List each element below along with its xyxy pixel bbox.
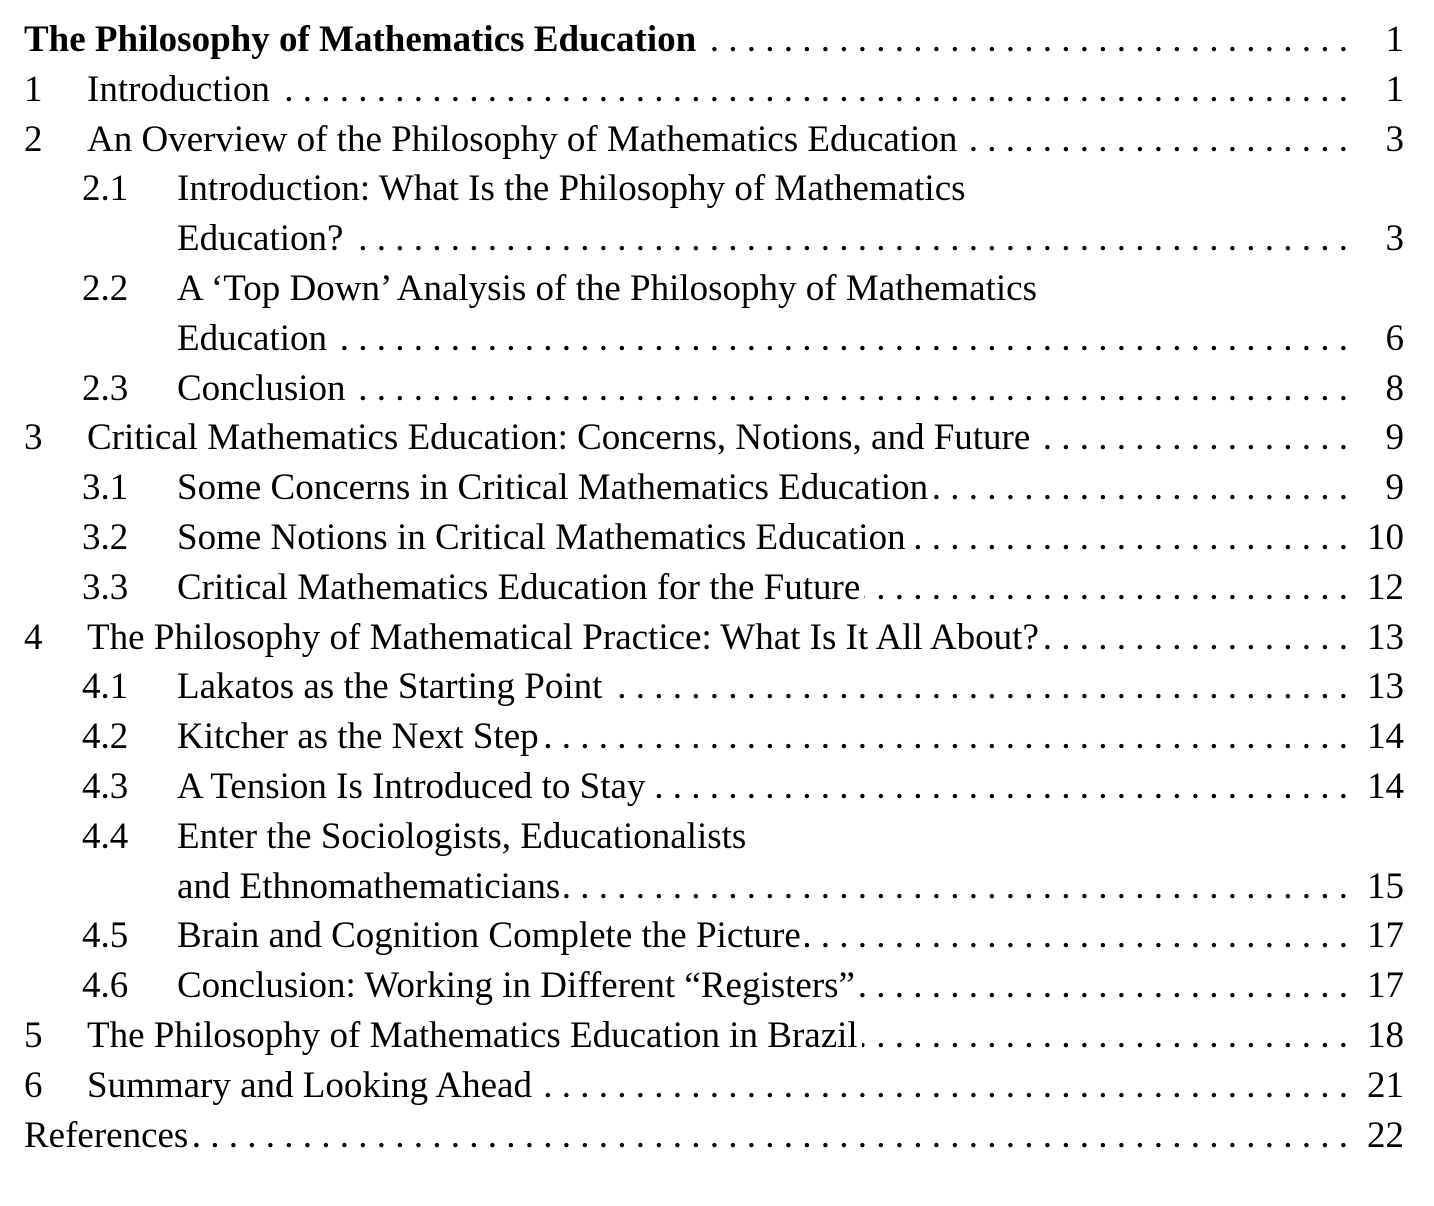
- toc-number: 4.5: [82, 915, 129, 957]
- dot-leader: [564, 862, 1348, 912]
- toc-entry-3-1[interactable]: [24, 463, 1404, 513]
- toc-title: A Tension Is Introduced to Stay: [177, 765, 646, 807]
- toc-entry-4-4-continued[interactable]: [24, 862, 1404, 912]
- toc-number: 1: [24, 68, 43, 110]
- toc-entry-3-2[interactable]: [24, 513, 1404, 563]
- dot-leader: [331, 314, 1348, 364]
- toc-title: Introduction: [87, 68, 270, 110]
- toc-number: 3.3: [82, 566, 129, 608]
- toc-number: 2.1: [82, 168, 129, 210]
- toc-number: 6: [24, 1064, 43, 1106]
- toc-number: 5: [24, 1014, 43, 1056]
- dot-leader: [961, 115, 1348, 165]
- dot-leader: [1043, 613, 1348, 663]
- dot-leader: [862, 1011, 1348, 1061]
- toc-entry-5[interactable]: [24, 1011, 1404, 1061]
- dot-leader: [350, 364, 1348, 414]
- toc-number: 4.1: [82, 666, 129, 708]
- toc-entry-2-1[interactable]: [24, 164, 1404, 214]
- toc-title-line-1: Enter the Sociologists, Educationalists: [177, 815, 747, 857]
- toc-title-line-1: Introduction: What Is the Philosophy of Mathematics: [177, 168, 966, 210]
- toc-entry-4-1[interactable]: [24, 662, 1404, 712]
- toc-title: The Philosophy of Mathematics Education in Brazil: [87, 1014, 858, 1056]
- toc-number: 3.1: [82, 467, 129, 509]
- toc-entry-2-1-continued[interactable]: [24, 214, 1404, 264]
- toc-page-number: 17: [1367, 965, 1404, 1007]
- toc-entry-4-2[interactable]: [24, 712, 1404, 762]
- toc-entry-2-2-continued[interactable]: [24, 314, 1404, 364]
- dot-leader: [649, 762, 1348, 812]
- dot-leader: [536, 1061, 1348, 1111]
- toc-entry-3[interactable]: [24, 413, 1404, 463]
- toc-references[interactable]: [24, 1111, 1404, 1161]
- toc-page-number: 12: [1367, 566, 1404, 608]
- toc-entry-4-5[interactable]: [24, 911, 1404, 961]
- dot-leader: [1034, 413, 1348, 463]
- toc-page-number: 1: [1385, 68, 1404, 110]
- dot-leader: [805, 911, 1348, 961]
- toc-number: 4.6: [82, 965, 129, 1007]
- toc-title-line-2: and Ethnomathematicians: [177, 865, 561, 907]
- dot-leader: [932, 463, 1348, 513]
- toc-title: The Philosophy of Mathematics Education: [24, 19, 697, 60]
- toc-page-number: 6: [1385, 317, 1404, 359]
- toc-page-number: 21: [1367, 1064, 1404, 1106]
- toc-page-number: 3: [1385, 118, 1404, 160]
- toc-title: Some Notions in Critical Mathematics Education: [177, 516, 906, 558]
- table-of-contents: [24, 15, 1404, 1160]
- toc-page-number: 9: [1385, 417, 1404, 459]
- dot-leader: [192, 1111, 1348, 1161]
- toc-book-title[interactable]: [24, 15, 1404, 65]
- toc-number: 4.2: [82, 716, 129, 758]
- toc-page-number: 14: [1367, 765, 1404, 807]
- dot-leader: [910, 513, 1348, 563]
- toc-title: Summary and Looking Ahead: [87, 1064, 532, 1106]
- dot-leader: [606, 662, 1348, 712]
- toc-entry-2[interactable]: [24, 115, 1404, 165]
- toc-number: 2.3: [82, 367, 129, 409]
- toc-page-number: 8: [1385, 367, 1404, 409]
- toc-number: 3.2: [82, 516, 129, 558]
- toc-entry-2-2[interactable]: [24, 264, 1404, 314]
- dot-leader: [543, 712, 1348, 762]
- toc-title: Conclusion: [177, 367, 346, 409]
- toc-number: 2.2: [82, 267, 129, 309]
- toc-page-number: 18: [1367, 1014, 1404, 1056]
- toc-entry-4-3[interactable]: [24, 762, 1404, 812]
- toc-number: 4.3: [82, 765, 129, 807]
- toc-page-number: 13: [1367, 616, 1404, 658]
- dot-leader: [347, 214, 1348, 264]
- toc-title: Brain and Cognition Complete the Picture: [177, 915, 801, 957]
- toc-title: Some Concerns in Critical Mathematics Education: [177, 467, 929, 509]
- dot-leader: [700, 15, 1348, 65]
- toc-title: An Overview of the Philosophy of Mathematics Education: [87, 118, 958, 160]
- toc-number: 3: [24, 417, 43, 459]
- toc-page-number: 10: [1367, 516, 1404, 558]
- toc-page-number: 3: [1385, 218, 1404, 260]
- toc-number: 4: [24, 616, 43, 658]
- toc-title: References: [24, 1114, 189, 1156]
- toc-entry-6[interactable]: [24, 1061, 1404, 1111]
- dot-leader: [864, 563, 1348, 613]
- toc-entry-4-4[interactable]: [24, 812, 1404, 862]
- toc-title-line-2: Education: [177, 317, 328, 359]
- toc-page-number: 15: [1367, 865, 1404, 907]
- dot-leader: [274, 65, 1348, 115]
- toc-title: Critical Mathematics Education: Concerns, Notions, and Future: [87, 417, 1031, 459]
- dot-leader: [859, 961, 1348, 1011]
- toc-entry-3-3[interactable]: [24, 563, 1404, 613]
- toc-entry-4-6[interactable]: [24, 961, 1404, 1011]
- toc-entry-4[interactable]: [24, 613, 1404, 663]
- toc-page-number: 13: [1367, 666, 1404, 708]
- toc-page-number: 22: [1367, 1114, 1404, 1156]
- toc-title: Critical Mathematics Education for the Future: [177, 566, 861, 608]
- toc-page-number: 17: [1367, 915, 1404, 957]
- toc-title: The Philosophy of Mathematical Practice: What Is It All About?: [87, 616, 1039, 658]
- toc-title: Conclusion: Working in Different “Registers”: [177, 965, 855, 1007]
- toc-entry-2-3[interactable]: [24, 364, 1404, 414]
- toc-title: Kitcher as the Next Step: [177, 716, 539, 758]
- toc-page-number: 1: [1385, 19, 1404, 60]
- toc-title: Lakatos as the Starting Point: [177, 666, 603, 708]
- toc-entry-1[interactable]: [24, 65, 1404, 115]
- toc-page-number: 14: [1367, 716, 1404, 758]
- toc-number: 2: [24, 118, 43, 160]
- toc-title-line-2: Education?: [177, 218, 344, 260]
- toc-number: 4.4: [82, 815, 129, 857]
- toc-title-line-1: A ‘Top Down’ Analysis of the Philosophy of Mathematics: [177, 267, 1037, 309]
- toc-page-number: 9: [1385, 467, 1404, 509]
